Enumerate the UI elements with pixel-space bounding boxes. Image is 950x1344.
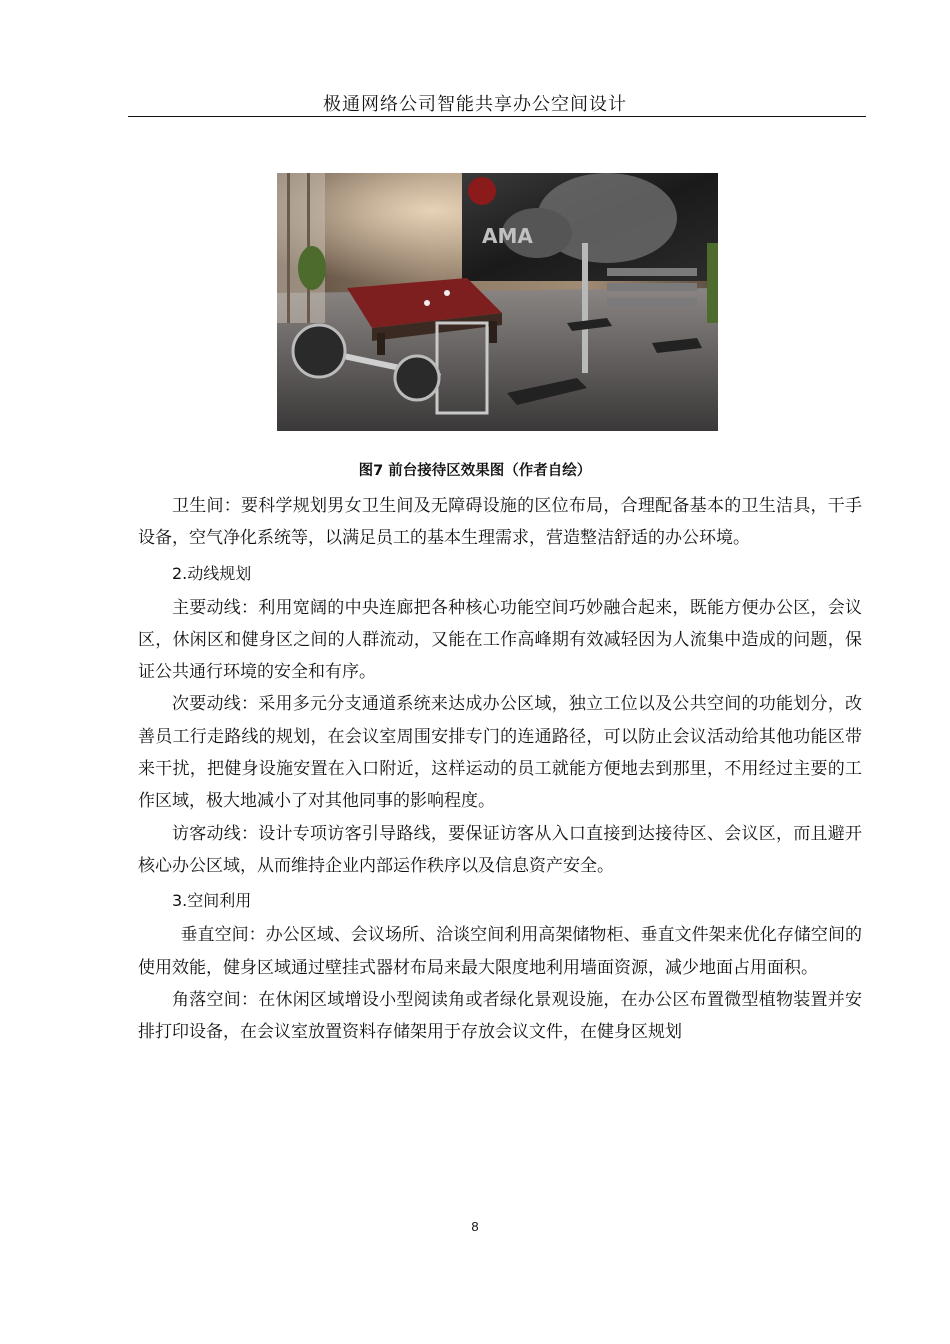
paragraph-secondary-circulation: 次要动线：采用多元分支通道系统来达成办公区域，独立工位以及公共空间的功能划分，改善员工行走路线的规划，在会议室周围安排专门的连通路径，可以防止会议活动给其他功能区带来干扰，把健身设施安置在入口附近，这样运动的员工就能方便地去到那里，不用经过主要的工作区域，极大地减小了对其他同事的影响程度。 — [138, 694, 862, 812]
poster-text: AMA — [482, 224, 533, 248]
paragraph-restroom: 卫生间：要科学规划男女卫生间及无障碍设施的区位布局，合理配备基本的卫生洁具，干手设备，空气净化系统等，以满足员工的基本生理需求，营造整洁舒适的办公环境。 — [138, 496, 862, 549]
body-text — [138, 490, 862, 1048]
figure-caption: 图7 前台接待区效果图（作者自绘） — [358, 463, 592, 479]
page-number: 8 — [471, 1219, 479, 1234]
paragraph-visitor-circulation: 访客动线：设计专项访客引导路线，要保证访客从入口直接到达接待区、会议区，而且避开核心办公区域，从而维持企业内部运作秩序以及信息资产安全。 — [138, 823, 862, 876]
gym-render-image — [277, 173, 718, 431]
header-rule — [128, 116, 866, 117]
running-header: 极通网络公司智能共享办公空间设计 — [323, 94, 627, 115]
gym-render-illustration — [277, 173, 718, 431]
section-heading-space-use: 3.空间利用 — [172, 891, 252, 911]
section-heading-circulation: 2.动线规划 — [172, 563, 252, 583]
paragraph-vertical-space: 垂直空间：办公区域、会议场所、洽谈空间利用高架储物柜、垂直文件架来优化存储空间的使用效能，健身区域通过壁挂式器材布局来最大限度地利用墙面资源，减少地面占用面积。 — [138, 925, 862, 978]
paragraph-corner-space: 角落空间：在休闲区域增设小型阅读角或者绿化景观设施，在办公区布置微型植物装置并安排打印设备，在会议室放置资料存储架用于存放会议文件，在健身区规划 — [138, 989, 862, 1043]
paragraph-main-circulation: 主要动线：利用宽阔的中央连廊把各种核心功能空间巧妙融合起来，既能方便办公区，会议区，休闲区和健身区之间的人群流动，又能在工作高峰期有效减轻因为人流集中造成的问题，保证公共通行环境的安全和有序。 — [138, 597, 862, 683]
